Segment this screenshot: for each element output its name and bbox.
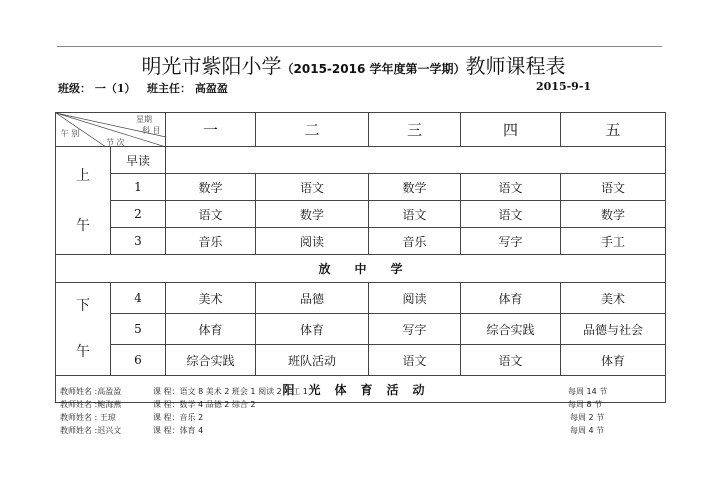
class-cell: 体育 — [561, 345, 666, 376]
class-cell: 数学 — [256, 201, 369, 228]
early-reading-row — [56, 147, 666, 174]
class-cell: 音乐 — [166, 228, 256, 255]
teacher-list — [60, 386, 640, 438]
teacher-course: 课 程：数学 4 品德 2 综合 2 — [153, 400, 256, 409]
teacher-course: 课 程：体育 4 — [153, 426, 204, 435]
period-number: 2 — [111, 201, 166, 228]
day-header: 五 — [561, 113, 666, 147]
class-cell: 体育 — [256, 314, 369, 345]
afternoon-label: 下 午 — [56, 283, 111, 376]
top-rule — [57, 46, 662, 47]
period-number: 1 — [111, 174, 166, 201]
break-label: 放 中 学 — [56, 255, 666, 283]
teacher-weekly: 每周 8 节 — [568, 400, 603, 409]
teacher-name: 教师姓名 : 王琼 — [60, 413, 116, 422]
early-reading-label: 早读 — [111, 147, 166, 174]
corner-subject: 科 目 — [142, 126, 161, 135]
class-cell: 综合实践 — [461, 314, 561, 345]
period-number: 4 — [111, 283, 166, 314]
morning-label: 上 午 — [56, 147, 111, 255]
day-header: 一 — [166, 113, 256, 147]
page-title — [0, 50, 707, 79]
period-number: 3 — [111, 228, 166, 255]
corner-noon: 午 别 — [60, 129, 80, 138]
class-cell: 写字 — [461, 228, 561, 255]
header-row — [56, 113, 666, 147]
class-cell: 语文 — [461, 201, 561, 228]
table-row — [56, 314, 666, 345]
class-cell: 语文 — [369, 201, 461, 228]
day-header: 二 — [256, 113, 369, 147]
day-header: 三 — [369, 113, 461, 147]
corner-period: 节 次 — [106, 138, 125, 147]
teacher-row — [60, 399, 640, 412]
class-cell: 语文 — [166, 201, 256, 228]
head-teacher: 班主任： 高盈盈 — [147, 82, 228, 95]
class-cell: 数学 — [166, 174, 256, 201]
teacher-weekly: 每周 4 节 — [570, 426, 605, 435]
day-header: 四 — [461, 113, 561, 147]
title-main: 明光市紫阳小学 — [141, 54, 282, 78]
teacher-row — [60, 412, 640, 425]
schedule-table — [55, 112, 666, 403]
table-row — [56, 201, 666, 228]
teacher-course: 课 程：语文 8 美术 2 班会 1 阅读 2 手工 1 — [153, 387, 308, 396]
teacher-weekly: 每周 14 节 — [568, 387, 608, 396]
table-row — [56, 283, 666, 314]
class-cell: 语文 — [461, 174, 561, 201]
table-row — [56, 174, 666, 201]
class-cell: 班队活动 — [256, 345, 369, 376]
activity-label: 阳光体育活动 — [56, 376, 666, 403]
class-cell: 数学 — [369, 174, 461, 201]
corner-cell — [56, 113, 166, 147]
class-cell: 美术 — [561, 283, 666, 314]
corner-week: 星期 — [136, 115, 152, 124]
class-cell: 手工 — [561, 228, 666, 255]
class-cell: 数学 — [561, 201, 666, 228]
teacher-row — [60, 425, 640, 438]
teacher-name: 教师姓名 :高盈盈 — [60, 387, 122, 396]
teacher-course: 课 程：音乐 2 — [153, 413, 204, 422]
class-cell: 品德 — [256, 283, 369, 314]
class-cell: 语文 — [369, 345, 461, 376]
class-cell: 语文 — [561, 174, 666, 201]
class-cell: 写字 — [369, 314, 461, 345]
break-row — [56, 255, 666, 283]
teacher-row — [60, 386, 640, 399]
class-cell: 体育 — [461, 283, 561, 314]
teacher-name: 教师姓名 :鲍海燕 — [60, 400, 122, 409]
title-tail: 教师课程表 — [465, 54, 566, 78]
period-number: 5 — [111, 314, 166, 345]
class-cell: 综合实践 — [166, 345, 256, 376]
title-sub: （2015-2016 学年度第一学期） — [281, 62, 466, 76]
teacher-weekly: 每周 2 节 — [570, 413, 605, 422]
early-reading-cell — [166, 147, 666, 174]
class-cell: 体育 — [166, 314, 256, 345]
class-cell: 语文 — [256, 174, 369, 201]
class-cell: 品德与社会 — [561, 314, 666, 345]
class-cell: 美术 — [166, 283, 256, 314]
class-cell: 阅读 — [369, 283, 461, 314]
period-number: 6 — [111, 345, 166, 376]
date: 2015-9-1 — [536, 80, 592, 93]
class-label: 班级： 一（1） — [58, 82, 136, 95]
class-cell: 音乐 — [369, 228, 461, 255]
teacher-name: 教师姓名 :迟兴文 — [60, 426, 122, 435]
class-cell: 阅读 — [256, 228, 369, 255]
table-row — [56, 345, 666, 376]
table-row — [56, 228, 666, 255]
class-cell: 语文 — [461, 345, 561, 376]
